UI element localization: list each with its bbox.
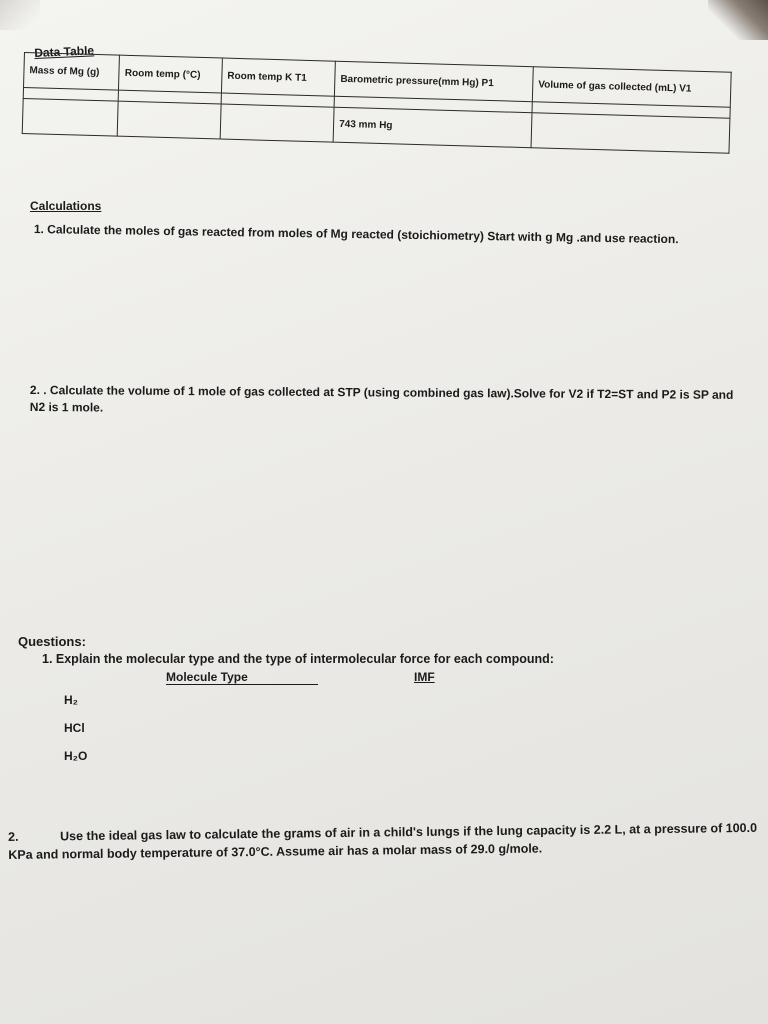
- calculation-question-1: 1. Calculate the moles of gas reacted from moles of Mg reacted (stoichiometry) Start with g Mg .and use reaction.: [33, 222, 679, 247]
- background-corner: [708, 0, 768, 40]
- questions-heading: Questions:: [18, 634, 86, 649]
- header-room-temp-c: Room temp (°C): [119, 55, 222, 93]
- header-mass-mg: Mass of Mg (g): [24, 53, 120, 91]
- question-1: 1. Explain the molecular type and the type of intermolecular force for each compound:: [42, 652, 554, 666]
- calculations-heading: Calculations: [30, 199, 102, 213]
- compound-h2: H₂: [64, 693, 78, 707]
- imf-column-label: IMF: [414, 670, 435, 684]
- molecule-type-column-label: Molecule Type: [166, 671, 318, 685]
- header-volume-gas: Volume of gas collected (mL) V1: [532, 67, 731, 108]
- data-table: [22, 52, 732, 154]
- table-cell: [118, 101, 221, 139]
- table-cell: [220, 104, 334, 142]
- header-room-temp-k: Room temp K T1: [221, 58, 335, 96]
- data-table-title: Data Table: [34, 43, 95, 60]
- compound-hcl: HCl: [64, 721, 85, 735]
- paper-shading: [0, 0, 40, 30]
- question-2: [8, 819, 758, 864]
- compound-h2o: H₂O: [64, 749, 88, 763]
- pressure-value-cell: 743 mm Hg: [333, 107, 532, 148]
- header-barometric-pressure: Barometric pressure(mm Hg) P1: [334, 61, 533, 102]
- table-cell: [531, 113, 730, 154]
- question-2-number: 2.: [8, 829, 19, 844]
- calculation-question-2: 2. . Calculate the volume of 1 mole of gas collected at STP (using combined gas law).Solve for V2 if T2=ST and P2 is SP and N2 is 1 mole.: [29, 382, 734, 415]
- table-cell: [22, 98, 118, 136]
- question-2-text: Use the ideal gas law to calculate the grams of air in a child's lungs if the lung capacity is 2.2 L, at a pressure of 100.0 KPa and normal body temperature of 37.0°C. Assume air has a molar mass of 29.0 g/mole.: [8, 820, 758, 862]
